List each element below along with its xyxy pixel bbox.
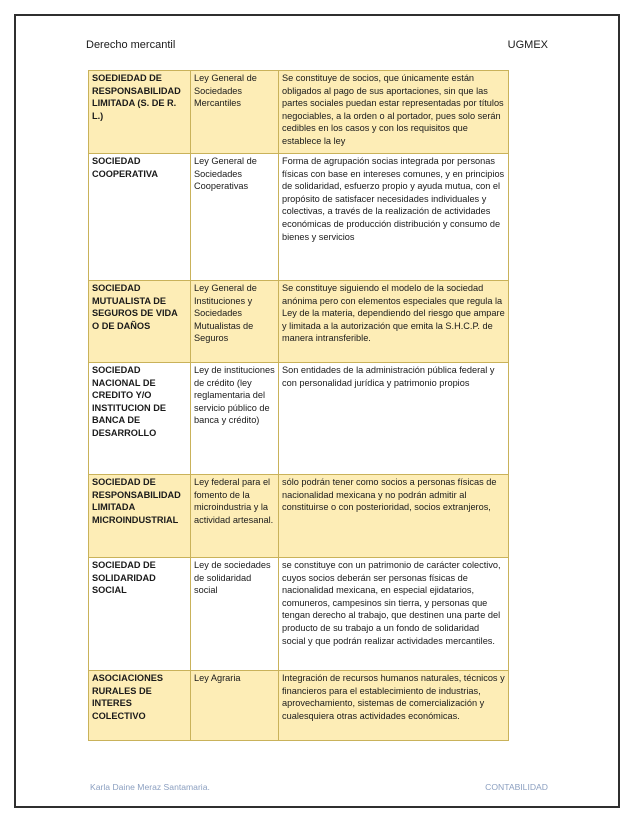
law-cell: Ley de sociedades de solidaridad social <box>191 558 279 671</box>
table-row <box>89 281 509 363</box>
table-row <box>89 475 509 558</box>
header-school: UGMEX <box>507 39 548 51</box>
description-cell: Se constituye de socios, que únicamente están obligados al pago de sus aportaciones, sin que las partes sociales puedan estar representadas por títulos negociables, a la orden o al portador, pues solo serán cedibles en los casos y con los requisitos que establece la ley <box>279 71 509 154</box>
societies-table <box>88 70 509 741</box>
society-name-cell: SOCIEDAD DE SOLIDARIDAD SOCIAL <box>89 558 191 671</box>
society-name-cell: SOCIEDAD DE RESPONSABILIDAD LIMITADA MICROINDUSTRIAL <box>89 475 191 558</box>
table-row <box>89 154 509 281</box>
description-cell: Se constituye siguiendo el modelo de la sociedad anónima pero con elementos especiales que regula la Ley de la materia, dependiendo del riesgo que ampare y limitada a la autorización que emita la S.H.C.P. de manera intransferible. <box>279 281 509 363</box>
table-row <box>89 363 509 475</box>
description-cell: Son entidades de la administración pública federal y con personalidad jurídica y patrimonio propios <box>279 363 509 475</box>
footer-author: Karla Daine Meraz Santamaria. <box>90 782 210 792</box>
society-name-cell: SOCIEDAD NACIONAL DE CREDITO Y/O INSTITUCION DE BANCA DE DESARROLLO <box>89 363 191 475</box>
society-name-cell: SOCIEDAD MUTUALISTA DE SEGUROS DE VIDA O DE DAÑOS <box>89 281 191 363</box>
page-footer <box>90 781 548 795</box>
law-cell: Ley General de Sociedades Cooperativas <box>191 154 279 281</box>
header-subject: Derecho mercantil <box>86 39 176 51</box>
description-cell: se constituye con un patrimonio de carácter colectivo, cuyos socios deberán ser personas físicas de nacionalidad mexicana, en especial ejidatarios, comuneros, campesinos sin tierra, y personas que tengan derecho al trabajo, que destinen una parte del producto de su trabajo a un fondo de solidaridad social y que podrán realizar actividades mercantiles. <box>279 558 509 671</box>
law-cell: Ley Agraria <box>191 671 279 741</box>
law-cell: Ley federal para el fomento de la microindustria y la actividad artesanal. <box>191 475 279 558</box>
society-name-cell: SOCIEDAD COOPERATIVA <box>89 154 191 281</box>
page-header <box>86 38 548 54</box>
society-name-cell: ASOCIACIONES RURALES DE INTERES COLECTIVO <box>89 671 191 741</box>
footer-course: CONTABILIDAD <box>485 782 548 792</box>
society-name-cell: SOEDIEDAD DE RESPONSABILIDAD LIMITADA (S. DE R. L.) <box>89 71 191 154</box>
description-cell: Integración de recursos humanos naturales, técnicos y financieros para el establecimiento de industrias, aprovechamiento, sistemas de comercialización y cualesquiera otras actividades económicas. <box>279 671 509 741</box>
table-row <box>89 71 509 154</box>
description-cell: Forma de agrupación socias integrada por personas físicas con base en intereses comunes, y en principios de solidaridad, esfuerzo propio y ayuda mutua, con el propósito de satisfacer necesidades individuales y colectivas, a través de la realización de actividades económicas de producción distribución y consumo de bienes y servicios <box>279 154 509 281</box>
table-row <box>89 558 509 671</box>
table-row <box>89 671 509 741</box>
law-cell: Ley de instituciones de crédito (ley reglamentaria del servicio público de banca y crédito) <box>191 363 279 475</box>
description-cell: sólo podrán tener como socios a personas físicas de nacionalidad mexicana y no podrán admitir al constituirse o con posterioridad, socios extranjeros, <box>279 475 509 558</box>
law-cell: Ley General de Instituciones y Sociedades Mutualistas de Seguros <box>191 281 279 363</box>
law-cell: Ley General de Sociedades Mercantiles <box>191 71 279 154</box>
